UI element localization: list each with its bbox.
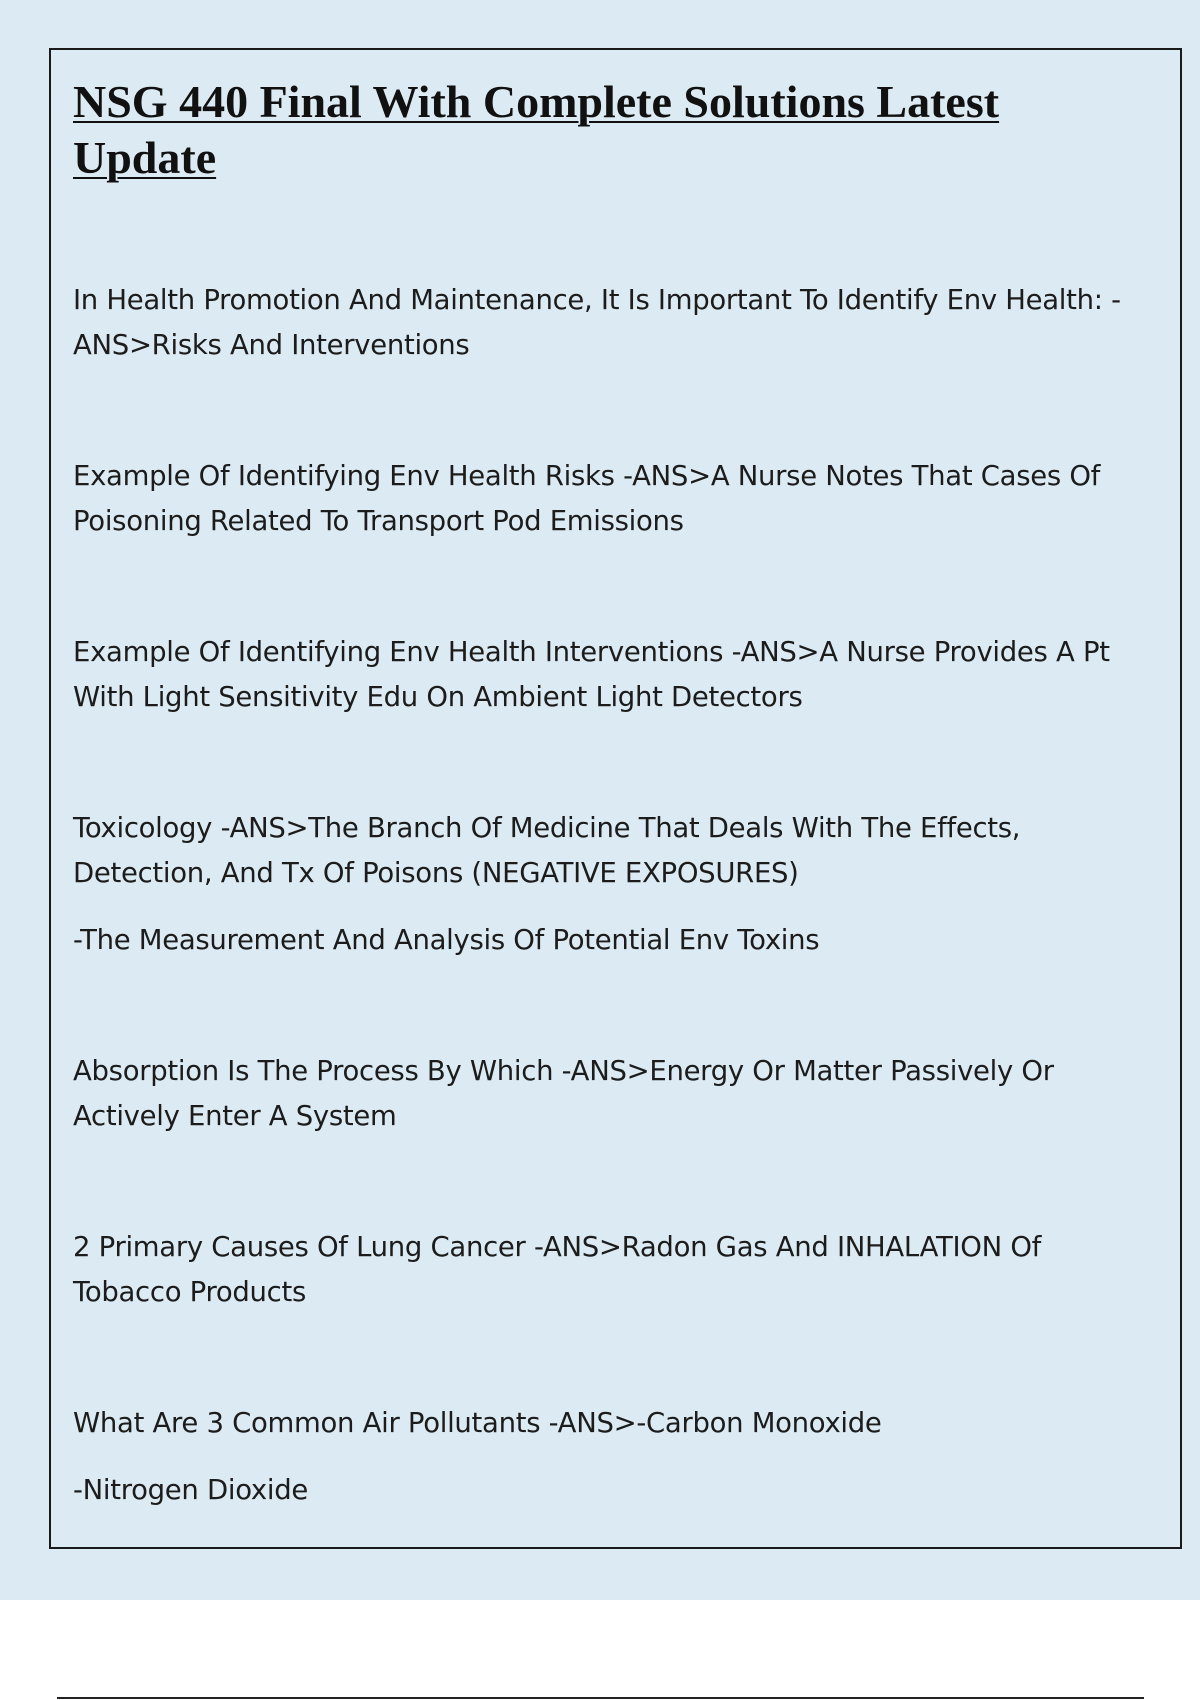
qa-item-env-health-interventions bbox=[73, 630, 1153, 720]
qa-extra-line: -The Measurement And Analysis Of Potential Env Toxins bbox=[73, 924, 820, 956]
qa-item-env-health bbox=[73, 278, 1153, 368]
qa-text: Example Of Identifying Env Health Risks -ANS>A Nurse Notes That Cases Of Poisoning Related To Transport Pod Emissions bbox=[73, 460, 1101, 537]
qa-item-toxicology bbox=[73, 806, 1153, 963]
qa-text: What Are 3 Common Air Pollutants -ANS>-Carbon Monoxide bbox=[73, 1407, 882, 1439]
content-box bbox=[49, 48, 1182, 1549]
qa-item-lung-cancer bbox=[73, 1225, 1153, 1315]
qa-text: 2 Primary Causes Of Lung Cancer -ANS>Radon Gas And INHALATION Of Tobacco Products bbox=[73, 1231, 1042, 1308]
document-title: NSG 440 Final With Complete Solutions Latest Update bbox=[73, 76, 1000, 183]
qa-item-absorption bbox=[73, 1049, 1153, 1139]
qa-list bbox=[73, 278, 1180, 1513]
qa-item-air-pollutants bbox=[73, 1401, 1153, 1513]
qa-text: In Health Promotion And Maintenance, It Is Important To Identify Env Health: -ANS>Risks And Interventions bbox=[73, 284, 1121, 361]
qa-text: Absorption Is The Process By Which -ANS>Energy Or Matter Passively Or Actively Enter A System bbox=[73, 1055, 1054, 1132]
qa-text: Toxicology -ANS>The Branch Of Medicine That Deals With The Effects, Detection, And Tx Of Poisons (NEGATIVE EXPOSURES) bbox=[73, 812, 1021, 889]
qa-item-env-health-risks bbox=[73, 454, 1153, 544]
footer-divider bbox=[57, 1697, 1144, 1699]
qa-extra-line: -Nitrogen Dioxide bbox=[73, 1474, 308, 1506]
qa-text: Example Of Identifying Env Health Interventions -ANS>A Nurse Provides A Pt With Light Sensitivity Edu On Ambient Light Detectors bbox=[73, 636, 1110, 713]
